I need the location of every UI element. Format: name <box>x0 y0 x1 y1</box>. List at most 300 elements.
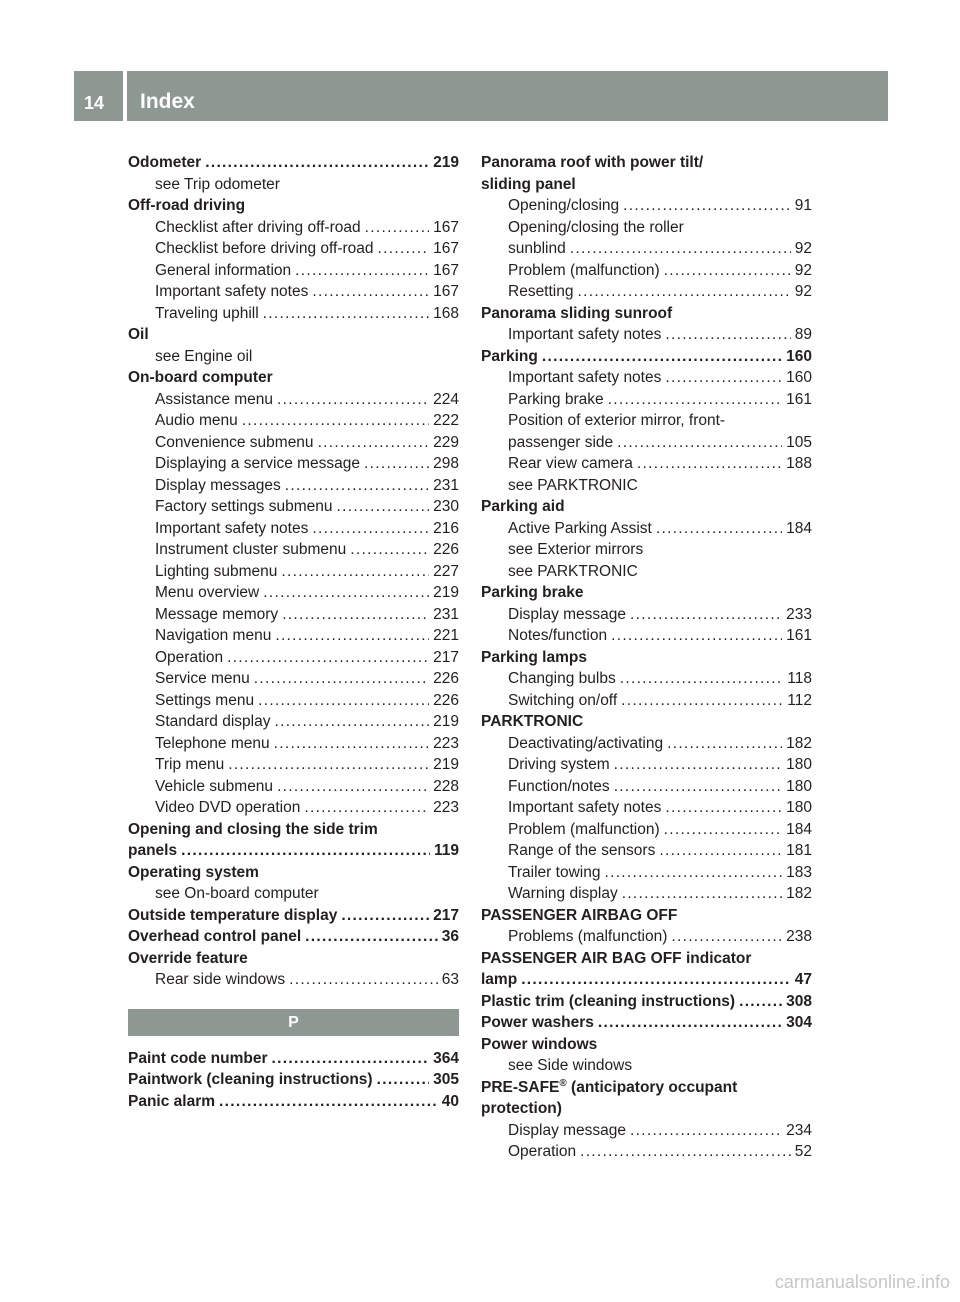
index-subentry <box>481 324 812 346</box>
index-entry <box>128 905 459 927</box>
entry-label: Operating system <box>128 863 259 881</box>
entry-label: lamp <box>481 971 518 988</box>
page-ref: 188 <box>786 455 812 472</box>
entry-label: passenger side <box>508 433 614 451</box>
index-entry <box>128 819 459 841</box>
entry-label: Important safety notes <box>508 799 662 816</box>
page-ref: 160 <box>786 347 812 365</box>
dot-leader <box>254 668 429 690</box>
index-subentry <box>128 711 459 733</box>
index-entry <box>128 840 459 862</box>
dot-leader <box>305 926 438 948</box>
header-divider <box>123 71 127 121</box>
entry-label: Parking lamps <box>481 648 587 666</box>
dot-leader <box>258 690 429 712</box>
index-subentry <box>481 217 812 239</box>
dot-leader <box>667 733 782 755</box>
dot-leader <box>608 389 782 411</box>
entry-label: Operation <box>155 648 224 666</box>
page-ref: 228 <box>433 777 459 795</box>
entry-label: Important safety notes <box>155 283 309 300</box>
entry-label-rest: (anticipatory occupant <box>566 1078 738 1096</box>
dot-leader <box>630 1120 782 1142</box>
header-bar <box>74 71 888 121</box>
dot-leader <box>521 969 791 991</box>
entry-label: Odometer <box>128 154 202 171</box>
dot-leader <box>577 281 790 303</box>
dot-leader <box>318 432 430 454</box>
entry-label: see Trip odometer <box>155 175 280 193</box>
entry-label: Settings menu <box>155 691 255 709</box>
page-ref: 36 <box>441 928 459 945</box>
entry-label: Off-road driving <box>128 197 246 214</box>
entry-label: PARKTRONIC <box>481 713 584 730</box>
entry-label: see PARKTRONIC <box>508 562 638 580</box>
index-subentry <box>481 690 812 712</box>
entry-label: Assistance menu <box>155 390 274 408</box>
entry-label: Standard display <box>155 713 271 730</box>
dot-leader <box>665 324 790 346</box>
dot-leader <box>277 389 429 411</box>
entry-label: Paint code number <box>128 1049 268 1067</box>
entry-label-text: PRE-SAFE <box>481 1078 560 1096</box>
index-entry <box>128 862 459 884</box>
entry-label: Displaying a service message <box>155 455 361 472</box>
index-entry <box>481 1077 812 1099</box>
index-subentry <box>481 1141 812 1163</box>
dot-leader <box>350 539 429 561</box>
index-entry <box>481 496 812 518</box>
page-ref: 91 <box>794 197 812 214</box>
index-subentry <box>128 453 459 475</box>
page-ref: 222 <box>433 412 459 429</box>
index-subentry <box>128 174 459 196</box>
page-ref: 118 <box>787 670 812 687</box>
watermark: carmanualsonline.info <box>774 1272 950 1292</box>
dot-leader <box>664 819 783 841</box>
entry-label: Trailer towing <box>508 863 601 881</box>
index-entry <box>128 1069 459 1091</box>
dot-leader <box>611 625 782 647</box>
entry-label: Deactivating/activating <box>508 734 664 752</box>
entry-label: Switching on/off <box>508 691 618 709</box>
entry-label: sunblind <box>508 240 566 257</box>
index-subentry <box>128 475 459 497</box>
page-ref: 92 <box>794 261 812 279</box>
index-entry <box>481 948 812 970</box>
dot-leader <box>665 797 782 819</box>
dot-leader <box>289 969 438 991</box>
page-ref: 219 <box>433 584 459 601</box>
entry-label: Important safety notes <box>508 369 662 386</box>
entry-label: see On-board computer <box>155 885 319 902</box>
index-subentry <box>481 561 812 583</box>
dot-leader <box>656 518 782 540</box>
dot-leader <box>664 260 791 282</box>
dot-leader <box>570 238 791 260</box>
index-subentry <box>481 281 812 303</box>
page-ref: 92 <box>794 240 812 257</box>
index-subentry <box>481 668 812 690</box>
entry-label: protection) <box>481 1100 562 1117</box>
page-ref: 308 <box>786 992 812 1010</box>
page-ref: 219 <box>433 713 459 730</box>
entry-label: Important safety notes <box>155 519 309 537</box>
entry-label: Warning display <box>508 885 618 902</box>
index-subentry <box>128 238 459 260</box>
entry-label: Oil <box>128 326 149 343</box>
dot-leader <box>277 776 429 798</box>
page-ref: 92 <box>794 283 812 300</box>
page-ref: 52 <box>794 1143 812 1160</box>
page-ref: 223 <box>433 734 459 752</box>
entry-label: PASSENGER AIR BAG OFF indicator <box>481 949 752 967</box>
dot-leader <box>228 754 429 776</box>
index-subentry <box>128 561 459 583</box>
entry-label: Power washers <box>481 1014 594 1031</box>
index-entry <box>128 1091 459 1113</box>
page-ref: 40 <box>441 1092 459 1110</box>
page-ref: 364 <box>433 1049 459 1067</box>
index-subentry <box>481 238 812 260</box>
entry-label: see Exterior mirrors <box>508 541 644 558</box>
entry-label: Notes/function <box>508 627 608 644</box>
page-ref: 304 <box>786 1014 812 1031</box>
entry-label: Lighting submenu <box>155 562 278 580</box>
dot-leader <box>295 260 429 282</box>
entry-label: Opening/closing <box>508 197 620 214</box>
dot-leader <box>623 195 791 217</box>
page-ref: 89 <box>794 326 812 343</box>
index-subentry <box>481 367 812 389</box>
index-subentry <box>481 195 812 217</box>
entry-label: Convenience submenu <box>155 433 314 451</box>
dot-leader <box>614 776 782 798</box>
dot-leader <box>285 475 429 497</box>
dot-leader <box>365 217 430 239</box>
page-ref: 226 <box>433 670 459 687</box>
page-ref: 231 <box>433 605 459 623</box>
entry-label: Message memory <box>155 605 279 623</box>
entry-label: Range of the sensors <box>508 842 656 859</box>
page-ref: 184 <box>786 519 812 537</box>
entry-label: Resetting <box>508 283 574 300</box>
entry-label: Overhead control panel <box>128 928 302 945</box>
index-subentry <box>128 883 459 905</box>
page-ref: 167 <box>433 240 459 257</box>
index-entry <box>128 926 459 948</box>
entry-label: Panic alarm <box>128 1092 216 1110</box>
page-ref: 47 <box>794 971 812 988</box>
page-ref: 168 <box>433 304 459 322</box>
index-subentry <box>481 625 812 647</box>
index-subentry <box>128 389 459 411</box>
entry-label: Vehicle submenu <box>155 777 274 795</box>
index-entry <box>128 324 459 346</box>
dot-leader <box>364 453 429 475</box>
dot-leader <box>617 432 782 454</box>
index-subentry <box>481 926 812 948</box>
entry-label: Traveling uphill <box>155 304 259 322</box>
page-ref: 219 <box>433 756 459 773</box>
page-title: Index <box>140 90 195 113</box>
entry-label: Active Parking Assist <box>508 519 652 537</box>
entry-label: Trip menu <box>155 756 225 773</box>
index-subentry <box>481 733 812 755</box>
index-subentry <box>481 432 812 454</box>
index-subentry <box>128 410 459 432</box>
entry-label: Instrument cluster submenu <box>155 541 347 558</box>
entry-label: Plastic trim (cleaning instructions) <box>481 992 736 1010</box>
dot-leader <box>205 152 429 174</box>
entry-label: Panorama sliding sunroof <box>481 304 673 322</box>
dot-leader <box>274 711 429 733</box>
entry-label: Problem (malfunction) <box>508 820 660 838</box>
index-entry <box>481 991 812 1013</box>
index-entry <box>481 1012 812 1034</box>
index-subentry <box>128 260 459 282</box>
page-ref: 184 <box>786 820 812 838</box>
page-ref: 233 <box>786 605 812 623</box>
page-ref: 305 <box>433 1071 459 1088</box>
page-ref: 160 <box>786 369 812 386</box>
index-subentry <box>128 496 459 518</box>
index-subentry <box>481 389 812 411</box>
dot-leader <box>227 647 429 669</box>
dot-leader <box>282 604 429 626</box>
entry-label: Changing bulbs <box>508 670 616 687</box>
dot-leader <box>604 862 782 884</box>
dot-leader <box>263 303 429 325</box>
dot-leader <box>378 238 430 260</box>
index-list-right <box>481 152 812 1163</box>
index-subentry <box>128 668 459 690</box>
page-ref: 112 <box>787 691 812 709</box>
page-ref: 298 <box>433 455 459 472</box>
dot-leader <box>580 1141 791 1163</box>
dot-leader <box>219 1091 438 1113</box>
page-ref: 226 <box>433 691 459 709</box>
index-subentry <box>128 754 459 776</box>
index-entry <box>128 1048 459 1070</box>
index-subentry <box>481 797 812 819</box>
index-column-left <box>128 152 459 1112</box>
index-entry <box>128 152 459 174</box>
index-subentry <box>128 518 459 540</box>
page-ref: 161 <box>786 390 812 408</box>
page-ref: 63 <box>441 971 459 988</box>
index-entry <box>481 647 812 669</box>
entry-label: Menu overview <box>155 584 260 601</box>
entry-label: Override feature <box>128 949 248 967</box>
index-subentry <box>128 690 459 712</box>
index-subentry <box>128 281 459 303</box>
index-subentry <box>481 518 812 540</box>
section-letter-bar: P <box>128 1009 459 1036</box>
page-ref: 223 <box>433 799 459 816</box>
entry-label: Problem (malfunction) <box>508 261 660 279</box>
index-subentry <box>128 647 459 669</box>
entry-label: see Engine oil <box>155 347 253 365</box>
dot-leader <box>336 496 429 518</box>
page-ref: 231 <box>433 476 459 494</box>
index-subentry <box>481 539 812 561</box>
index-entry <box>128 948 459 970</box>
dot-leader <box>304 797 429 819</box>
entry-label: General information <box>155 261 292 279</box>
entry-label: On-board computer <box>128 369 273 386</box>
entry-label: Important safety notes <box>508 326 662 343</box>
page-ref: 217 <box>433 906 459 924</box>
index-subentry <box>481 776 812 798</box>
index-subentry <box>128 776 459 798</box>
registered-mark: ® <box>559 1077 567 1089</box>
dot-leader <box>637 453 782 475</box>
entry-label: Problems (malfunction) <box>508 928 668 945</box>
index-subentry <box>481 410 812 432</box>
page-ref: 105 <box>786 433 812 451</box>
dot-leader <box>614 754 782 776</box>
entry-label: Checklist after driving off-road <box>155 218 361 236</box>
dot-leader <box>620 668 784 690</box>
dot-leader <box>598 1012 782 1034</box>
index-subentry <box>481 754 812 776</box>
index-column-right <box>481 152 812 1163</box>
entry-label: PASSENGER AIRBAG OFF <box>481 906 678 924</box>
index-subentry <box>481 475 812 497</box>
index-subentry <box>128 539 459 561</box>
index-subentry <box>128 582 459 604</box>
index-subentry <box>128 625 459 647</box>
index-entry <box>481 582 812 604</box>
page-ref: 182 <box>786 885 812 902</box>
entry-label: see PARKTRONIC <box>508 476 638 494</box>
page-ref: 224 <box>433 390 459 408</box>
entry-label: Position of exterior mirror, front- <box>508 412 726 429</box>
dot-leader <box>665 367 782 389</box>
entry-label: Parking aid <box>481 498 565 515</box>
page-ref: 180 <box>786 777 812 795</box>
page-ref: 167 <box>433 261 459 279</box>
index-subentry <box>481 453 812 475</box>
index-entry <box>481 152 812 174</box>
dot-leader <box>377 1069 430 1091</box>
page-ref: 161 <box>786 627 812 644</box>
index-entry <box>128 367 459 389</box>
index-subentry <box>481 1055 812 1077</box>
index-subentry <box>128 969 459 991</box>
dot-leader <box>739 991 782 1013</box>
index-entry <box>481 174 812 196</box>
page-ref: 227 <box>433 562 459 580</box>
page-ref: 180 <box>786 756 812 773</box>
index-subentry <box>128 733 459 755</box>
dot-leader <box>341 905 429 927</box>
entry-label: Telephone menu <box>155 734 270 752</box>
entry-label: Panorama roof with power tilt/ <box>481 154 704 171</box>
index-subentry <box>128 432 459 454</box>
entry-label: Outside temperature display <box>128 906 338 924</box>
entry-label: Video DVD operation <box>155 799 301 816</box>
page-ref: 226 <box>433 541 459 558</box>
entry-label: sliding panel <box>481 175 576 193</box>
page-number: 14 <box>84 93 105 113</box>
entry-label: Display message <box>508 605 627 623</box>
index-list-left-o <box>128 152 459 991</box>
dot-leader <box>274 733 430 755</box>
page-ref: 119 <box>433 842 459 859</box>
index-subentry <box>128 604 459 626</box>
index-subentry <box>128 217 459 239</box>
dot-leader <box>312 518 429 540</box>
index-entry <box>481 346 812 368</box>
index-subentry <box>128 303 459 325</box>
entry-label: Paintwork (cleaning instructions) <box>128 1071 373 1088</box>
index-list-left-p <box>128 1048 459 1113</box>
dot-leader <box>272 1048 430 1070</box>
dot-leader <box>275 625 429 647</box>
entry-label: Rear view camera <box>508 455 633 472</box>
entry-label: Parking <box>481 347 538 365</box>
dot-leader <box>242 410 429 432</box>
index-entry <box>481 905 812 927</box>
index-entry <box>481 303 812 325</box>
entry-label: see Side windows <box>508 1057 633 1074</box>
dot-leader <box>630 604 782 626</box>
page-ref: 182 <box>786 734 812 752</box>
index-subentry <box>481 819 812 841</box>
dot-leader <box>671 926 782 948</box>
entry-label: Power windows <box>481 1035 598 1053</box>
index-subentry <box>481 604 812 626</box>
entry-label: Driving system <box>508 756 610 773</box>
index-subentry <box>481 883 812 905</box>
entry-label: Rear side windows <box>155 971 286 988</box>
index-subentry <box>481 260 812 282</box>
entry-label <box>481 1077 737 1099</box>
entry-label: Opening/closing the roller <box>508 218 684 236</box>
page-ref: 221 <box>433 627 459 644</box>
dot-leader <box>312 281 429 303</box>
entry-label: Parking brake <box>508 390 604 408</box>
dot-leader <box>542 346 782 368</box>
index-subentry <box>481 1120 812 1142</box>
dot-leader <box>622 883 782 905</box>
entry-label: Opening and closing the side trim <box>128 820 378 838</box>
page-ref: 181 <box>786 842 812 859</box>
page-ref: 238 <box>786 928 812 945</box>
entry-label: Factory settings submenu <box>155 498 333 515</box>
index-subentry <box>481 862 812 884</box>
entry-label: Service menu <box>155 670 250 687</box>
index-entry <box>481 1034 812 1056</box>
dot-leader <box>621 690 783 712</box>
index-entry <box>128 195 459 217</box>
page-ref: 180 <box>786 799 812 816</box>
entry-label: Parking brake <box>481 584 584 601</box>
page-ref: 229 <box>433 433 459 451</box>
index-entry <box>481 969 812 991</box>
entry-label: Operation <box>508 1143 577 1160</box>
dot-leader <box>181 840 430 862</box>
page-ref: 183 <box>786 863 812 881</box>
entry-label: panels <box>128 842 178 859</box>
index-entry <box>481 711 812 733</box>
entry-label: Display message <box>508 1121 627 1139</box>
page-ref: 234 <box>786 1121 812 1139</box>
dot-leader <box>281 561 429 583</box>
index-subentry <box>128 346 459 368</box>
